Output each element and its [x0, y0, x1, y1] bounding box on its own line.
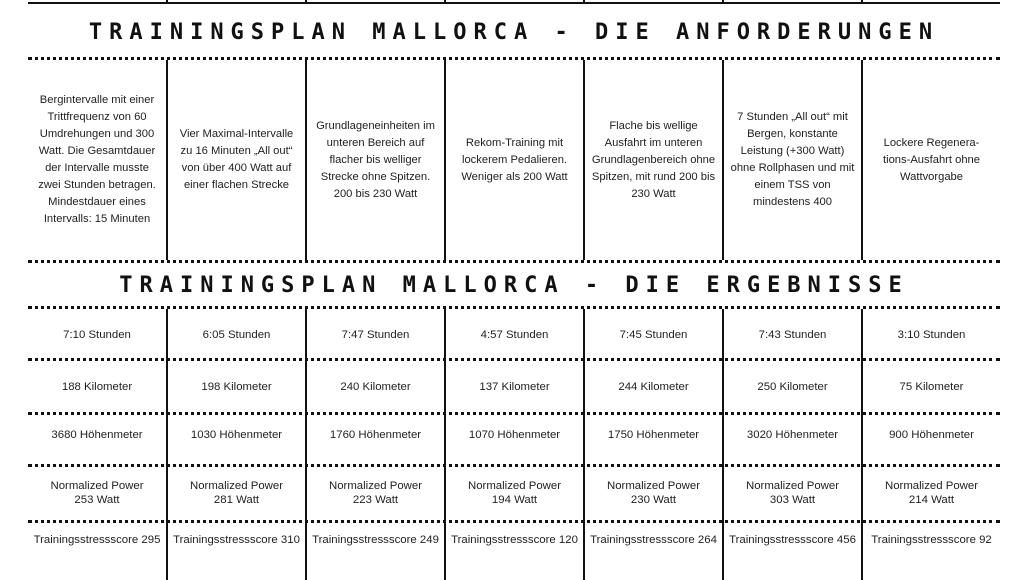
requirement-cell: Rekom-Training mit lockerem Pedalieren. Weniger als 200 Watt: [461, 136, 568, 183]
normalized-power-label: Normalized Power: [189, 480, 284, 492]
dotted-separator: [28, 57, 1000, 60]
result-distance: 240 Kilometer: [340, 381, 411, 393]
result-elevation: 1070 Höhenmeter: [468, 429, 561, 441]
dotted-separator: [28, 260, 1000, 263]
column-divider: [166, 0, 168, 4]
result-elevation: 900 Höhenmeter: [889, 429, 974, 441]
requirement-cell: Vier Maximal-Intervalle zu 16 Minuten „All out“ von über 400 Watt auf einer flachen Strecke: [179, 128, 294, 191]
result-duration: 3:10 Stunden: [897, 329, 966, 341]
result-distance: 137 Kilometer: [479, 381, 550, 393]
result-distance: 75 Kilometer: [899, 381, 964, 393]
normalized-power-value: 230 Watt: [630, 494, 677, 506]
result-elevation: 3680 Höhenmeter: [51, 429, 143, 441]
result-tss: Trainingsstressscore 310: [173, 534, 300, 546]
normalized-power-label: Normalized Power: [328, 480, 423, 492]
requirement-cell: Bergintervalle mit einer Trittfrequenz von 60 Umdrehungen und 300 Watt. Die Gesamtdauer der Intervalle musste zwei Stunden betragen. Mindestdauer eines Intervalls: 15 Minuten: [38, 94, 156, 225]
results-title: TRAININGSPLAN MALLORCA - DIE ERGEBNISSE: [28, 273, 1000, 299]
top-rule: [28, 2, 1000, 4]
dotted-separator: [28, 306, 1000, 309]
normalized-power-label: Normalized Power: [467, 480, 562, 492]
column-divider: [583, 0, 585, 4]
result-tss: Trainingsstressscore 120: [451, 534, 578, 546]
result-distance: 244 Kilometer: [618, 381, 689, 393]
column-divider: [861, 0, 863, 4]
result-tss: Trainingsstressscore 249: [312, 534, 439, 546]
normalized-power-label: Normalized Power: [606, 480, 701, 492]
column-divider: [444, 0, 446, 4]
result-normalized-power: [585, 467, 722, 519]
result-normalized-power: [168, 467, 305, 519]
result-tss: Trainingsstressscore 92: [871, 534, 992, 546]
normalized-power-value: 194 Watt: [491, 494, 538, 506]
result-normalized-power: [446, 467, 583, 519]
requirements-title: TRAININGSPLAN MALLORCA - DIE ANFORDERUNGEN: [28, 20, 1000, 46]
requirement-cell: 7 Stunden „All out“ mit Bergen, konstante Leistung (+300 Watt) ohne Rollphasen und mit einem TSS von mindestens 400: [730, 111, 855, 208]
result-duration: 7:43 Stunden: [758, 329, 827, 341]
requirement-cell: Lockere Regenera-tions-Ausfahrt ohne Wattvorgabe: [882, 136, 981, 183]
normalized-power-label: Normalized Power: [50, 480, 144, 492]
result-normalized-power: [863, 467, 1000, 519]
column-divider: [305, 0, 307, 4]
result-duration: 7:47 Stunden: [341, 329, 410, 341]
result-distance: 250 Kilometer: [757, 381, 828, 393]
result-elevation: 3020 Höhenmeter: [746, 429, 839, 441]
result-tss: Trainingsstressscore 295: [33, 534, 161, 546]
result-distance: 198 Kilometer: [201, 381, 272, 393]
result-elevation: 1750 Höhenmeter: [607, 429, 700, 441]
result-normalized-power: [307, 467, 444, 519]
normalized-power-label: Normalized Power: [884, 480, 979, 492]
result-duration: 4:57 Stunden: [480, 329, 549, 341]
result-elevation: 1030 Höhenmeter: [190, 429, 283, 441]
dotted-separator: [28, 358, 1000, 361]
normalized-power-label: Normalized Power: [745, 480, 840, 492]
result-tss: Trainingsstressscore 264: [590, 534, 717, 546]
result-duration: 7:45 Stunden: [619, 329, 688, 341]
normalized-power-value: 253 Watt: [74, 494, 120, 506]
result-tss: Trainingsstressscore 456: [729, 534, 856, 546]
normalized-power-value: 303 Watt: [769, 494, 816, 506]
requirement-cell: Flache bis wellige Ausfahrt im unteren Grundlagenbereich ohne Spitzen, mit rund 200 bis 230 Watt: [591, 119, 716, 200]
requirement-cell: Grundlageneinheiten im unteren Bereich auf flacher bis welliger Strecke ohne Spitzen. 200 bis 230 Watt: [316, 119, 435, 200]
column-divider: [722, 0, 724, 4]
result-elevation: 1760 Höhenmeter: [329, 429, 422, 441]
result-duration: 6:05 Stunden: [202, 329, 271, 341]
result-duration: 7:10 Stunden: [63, 329, 131, 341]
result-distance: 188 Kilometer: [61, 381, 133, 393]
normalized-power-value: 214 Watt: [908, 494, 955, 506]
dotted-separator: [28, 520, 1000, 523]
result-normalized-power: [724, 467, 861, 519]
normalized-power-value: 223 Watt: [352, 494, 399, 506]
normalized-power-value: 281 Watt: [213, 494, 260, 506]
result-normalized-power: [28, 467, 166, 519]
